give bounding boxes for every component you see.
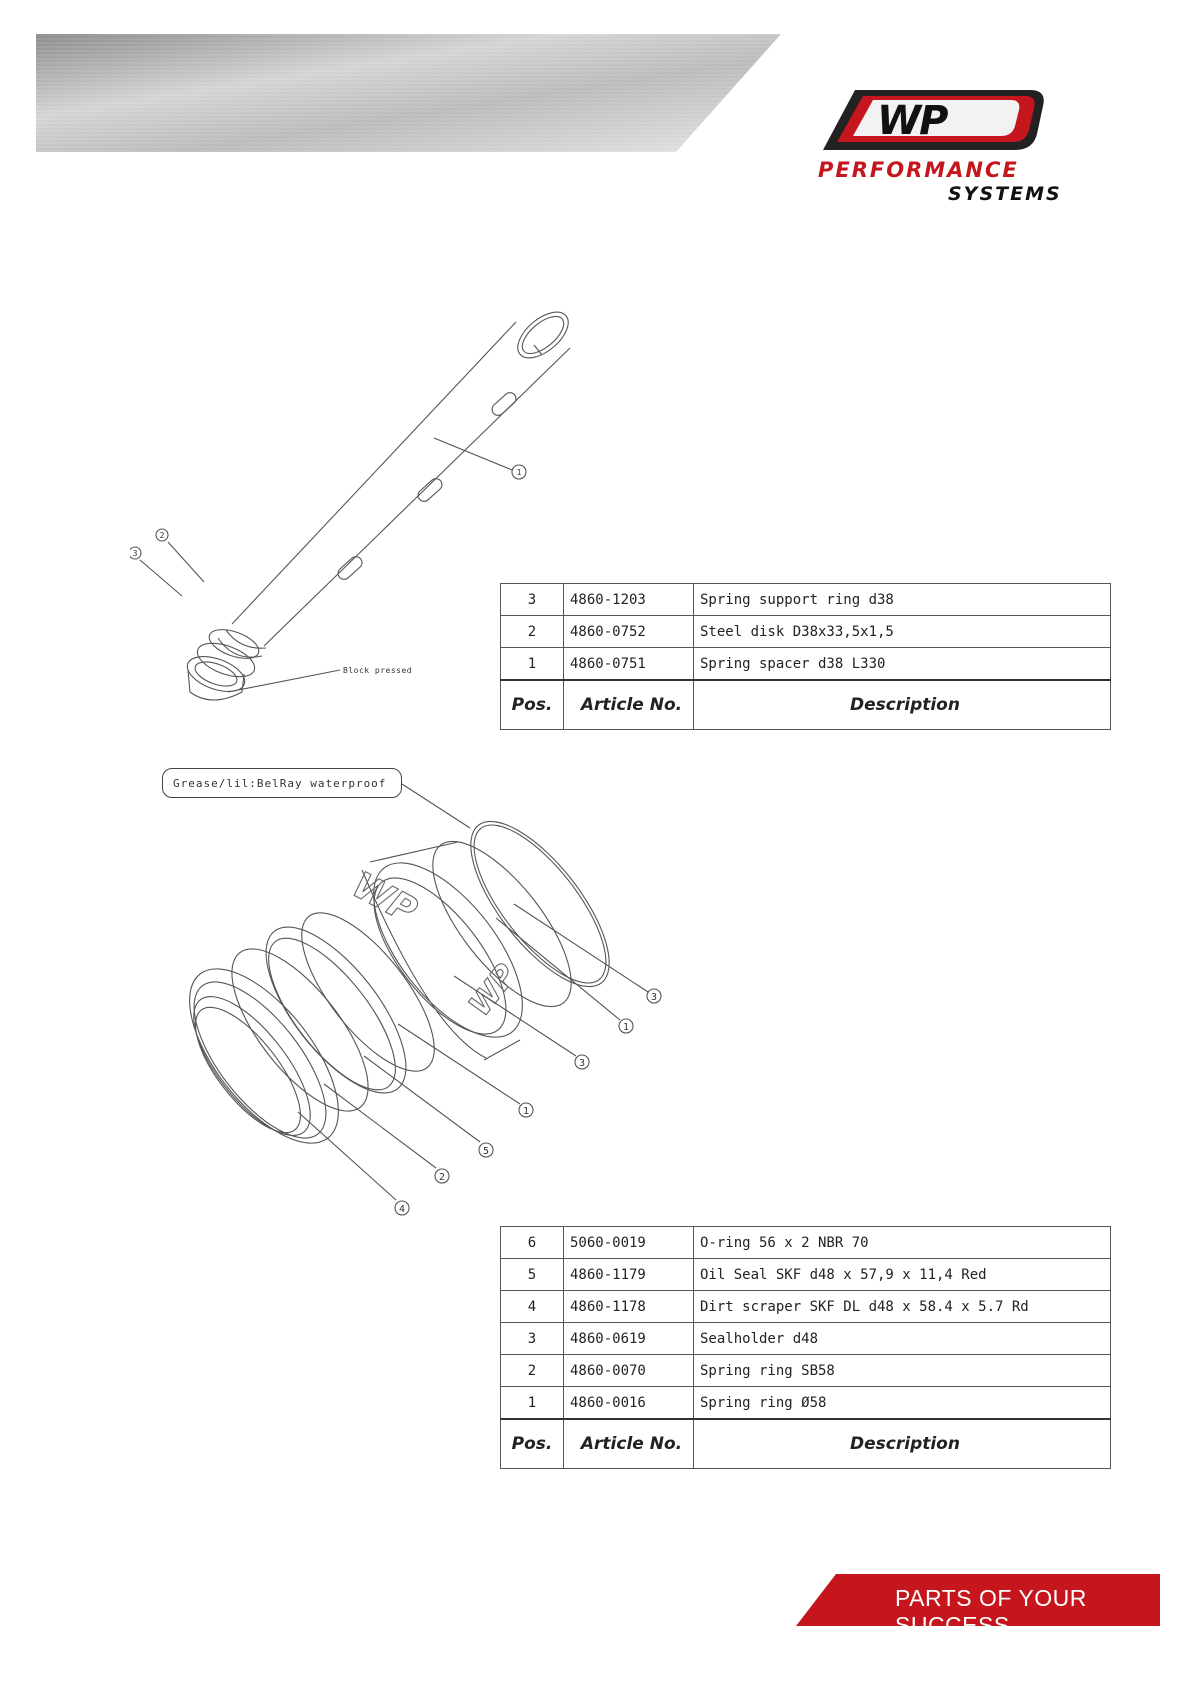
table-row [501,1387,1111,1420]
header-article: Article No. [564,680,694,730]
grease-note: Grease/lil:BelRay waterproof [162,768,402,798]
table-row [501,1291,1111,1323]
parts-table-1 [500,583,1111,730]
header-pos: Pos. [501,680,564,730]
svg-text:WP: WP [462,957,524,1023]
pos-cell: 2 [501,1355,564,1387]
header-description: Description [694,1419,1111,1469]
article-cell: 4860-0016 [564,1387,694,1420]
description-cell: Spring support ring d38 [694,584,1111,616]
callout-number: 2 [159,531,165,540]
logo-systems-text: SYSTEMS [948,183,1062,205]
table-row [501,616,1111,648]
callout-number: 5 [482,1146,490,1157]
table-row [501,1259,1111,1291]
description-cell: Steel disk D38x33,5x1,5 [694,616,1111,648]
parts-table-2 [500,1226,1111,1469]
header-description: Description [694,680,1111,730]
description-cell: Sealholder d48 [694,1323,1111,1355]
pos-cell: 3 [501,584,564,616]
description-cell: Spring spacer d38 L330 [694,648,1111,681]
description-cell: Spring ring SB58 [694,1355,1111,1387]
article-cell: 4860-0619 [564,1323,694,1355]
table-row [501,1323,1111,1355]
callout-number: 1 [622,1022,630,1033]
table-header-row [501,680,1111,730]
pos-cell: 1 [501,1387,564,1420]
callout-number: 3 [132,549,138,558]
article-cell: 4860-1179 [564,1259,694,1291]
callout-number: 4 [398,1204,406,1215]
pos-cell: 1 [501,648,564,681]
pos-cell: 4 [501,1291,564,1323]
description-cell: Spring ring Ø58 [694,1387,1111,1420]
table-row [501,1355,1111,1387]
article-cell: 4860-0751 [564,648,694,681]
callout-number: 1 [516,468,522,477]
table-row [501,1227,1111,1259]
seal-assembly-drawing [140,760,700,1280]
pos-cell: 2 [501,616,564,648]
article-cell: 4860-1203 [564,584,694,616]
description-cell: Oil Seal SKF d48 x 57,9 x 11,4 Red [694,1259,1111,1291]
header-banner [36,34,781,152]
svg-text:WP: WP [345,864,424,932]
pos-cell: 3 [501,1323,564,1355]
article-cell: 4860-1178 [564,1291,694,1323]
footer-slogan: PARTS OF YOUR SUCCESS [895,1585,1087,1638]
pos-cell: 6 [501,1227,564,1259]
table-header-row [501,1419,1111,1469]
article-cell: 4860-0752 [564,616,694,648]
article-cell: 4860-0070 [564,1355,694,1387]
description-cell: Dirt scraper SKF DL d48 x 58.4 x 5.7 Rd [694,1291,1111,1323]
header-article: Article No. [564,1419,694,1469]
table-row [501,648,1111,681]
block-pressed-label: Block pressed [343,666,413,675]
pos-cell: 5 [501,1259,564,1291]
table-row [501,584,1111,616]
svg-text:WP: WP [877,98,947,144]
callout-number: 1 [522,1106,530,1117]
callout-number: 3 [650,992,658,1003]
header-pos: Pos. [501,1419,564,1469]
callout-number: 3 [578,1058,586,1069]
article-cell: 5060-0019 [564,1227,694,1259]
callout-number: 2 [438,1172,446,1183]
logo-performance-text: PERFORMANCE [818,158,1019,182]
description-cell: O-ring 56 x 2 NBR 70 [694,1227,1111,1259]
